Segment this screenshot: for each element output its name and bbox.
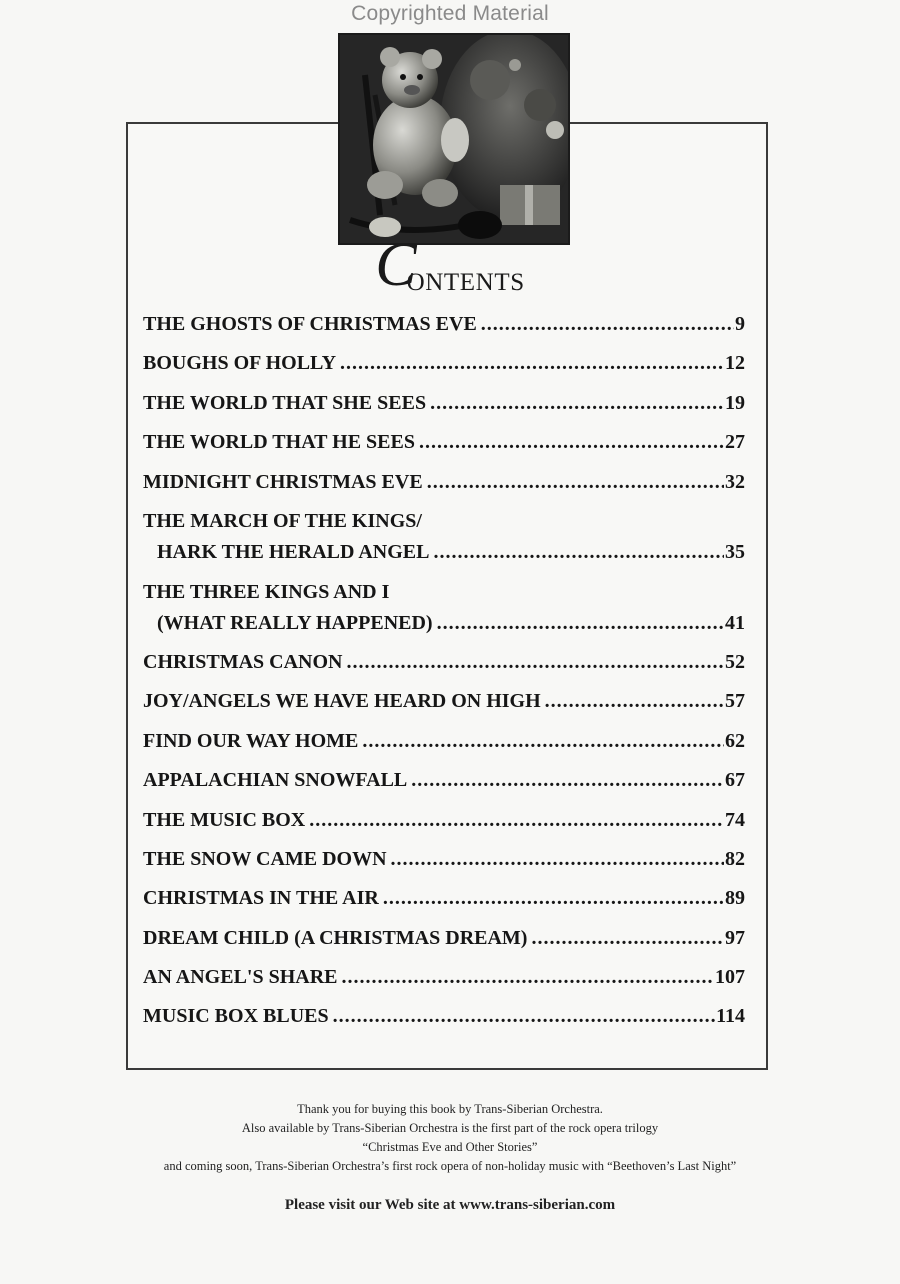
toc-page-number: 35 [725,540,745,563]
toc-entry[interactable] [143,305,745,344]
toc-leader-dots [391,840,724,879]
footer-also-available: Also available by Trans-Siberian Orchestra is the first part of the rock opera trilogy [241,1121,659,1135]
toc-title: CHRISTMAS IN THE AIR [143,887,379,910]
toc-entry[interactable] [143,879,745,918]
toc-title-continued: HARK THE HERALD ANGEL [157,540,430,563]
footer-website: Please visit our Web site at www.trans-siberian.com [284,1197,616,1213]
toc-entry[interactable] [143,919,745,958]
toc-page-number: 62 [725,729,745,752]
contents-heading-initial: C [375,231,417,299]
toc-leader-dots [333,997,715,1036]
toc-leader-dots [309,801,724,840]
toc-title: AN ANGEL'S SHARE [143,966,338,989]
toc-entry[interactable] [143,761,745,800]
toc-page-number: 32 [725,470,745,493]
toc-entry[interactable] [143,682,745,721]
toc-entry[interactable] [143,643,745,682]
toc-entry[interactable] [143,568,745,639]
toc-page-number: 97 [725,926,745,949]
toc-page-number: 82 [725,847,745,870]
toc-leader-dots [437,608,724,639]
toc-leader-dots [411,761,724,800]
toc-entry[interactable] [143,722,745,761]
toc-page-number: 41 [725,611,745,634]
toc-entry[interactable] [143,502,745,568]
toc-page-number: 89 [725,887,745,910]
toc-entry[interactable] [143,384,745,423]
contents-heading-rest: ONTENTS [406,269,525,296]
teddy-bear-photo-illustration [340,35,568,243]
toc-title: THE MUSIC BOX [143,808,306,831]
toc-title: DREAM CHILD (A CHRISTMAS DREAM) [143,926,528,949]
toc-leader-dots [419,423,724,462]
toc-page-number: 57 [725,690,745,713]
teddy-bear-photo [338,33,570,245]
toc-entry[interactable] [143,997,745,1036]
toc-leader-dots [346,643,724,682]
toc-entry[interactable] [143,958,745,997]
toc-page-number: 74 [725,808,745,831]
toc-title-continued: (WHAT REALLY HAPPENED) [157,611,433,634]
toc-title: CHRISTMAS CANON [143,650,343,673]
toc-title: THE WORLD THAT HE SEES [143,431,415,454]
toc-title: MUSIC BOX BLUES [143,1005,329,1028]
toc-entry[interactable] [143,463,745,502]
toc-leader-dots [531,919,724,958]
toc-leader-dots [481,305,734,344]
toc-leader-dots [430,384,724,423]
toc-leader-dots [383,879,724,918]
toc-leader-dots [427,463,724,502]
toc-page-number: 19 [725,391,745,414]
toc-title: BOUGHS OF HOLLY [143,352,337,375]
toc-leader-dots [342,958,715,997]
toc-entry[interactable] [143,801,745,840]
toc-leader-dots [362,722,724,761]
toc-page-number: 52 [725,650,745,673]
toc-leader-dots [340,344,724,383]
toc-title: THE THREE KINGS AND I [143,580,390,603]
toc-title: THE MARCH OF THE KINGS/ [143,509,422,532]
toc-title: THE WORLD THAT SHE SEES [143,391,427,414]
toc-entry[interactable] [143,840,745,879]
toc-page-number: 9 [735,313,745,335]
table-of-contents [143,305,745,1037]
toc-leader-dots [545,682,724,721]
toc-page-number: 27 [725,431,745,454]
contents-heading [0,231,900,300]
toc-title: THE SNOW CAME DOWN [143,847,387,870]
toc-entry[interactable] [143,423,745,462]
toc-title: JOY/ANGELS WE HAVE HEARD ON HIGH [143,690,541,713]
toc-title: MIDNIGHT CHRISTMAS EVE [143,470,423,493]
footer-note [0,1100,900,1215]
copyright-watermark: Copyrighted Material [351,2,549,25]
toc-page-number: 67 [725,769,745,792]
toc-page-number: 107 [715,966,745,989]
toc-page-number: 12 [725,352,745,375]
footer-album-title: “Christmas Eve and Other Stories” [362,1140,538,1154]
toc-title: APPALACHIAN SNOWFALL [143,769,408,792]
toc-page-number: 114 [716,1005,745,1028]
footer-thanks: Thank you for buying this book by Trans-Siberian Orchestra. [297,1102,603,1116]
toc-title: THE GHOSTS OF CHRISTMAS EVE [143,313,477,335]
footer-coming-soon: and coming soon, Trans-Siberian Orchestra’s first rock opera of non-holiday music with “Beethoven’s Last Night” [163,1159,737,1173]
toc-entry[interactable] [143,344,745,383]
toc-title: FIND OUR WAY HOME [143,729,359,752]
toc-leader-dots [433,537,724,568]
